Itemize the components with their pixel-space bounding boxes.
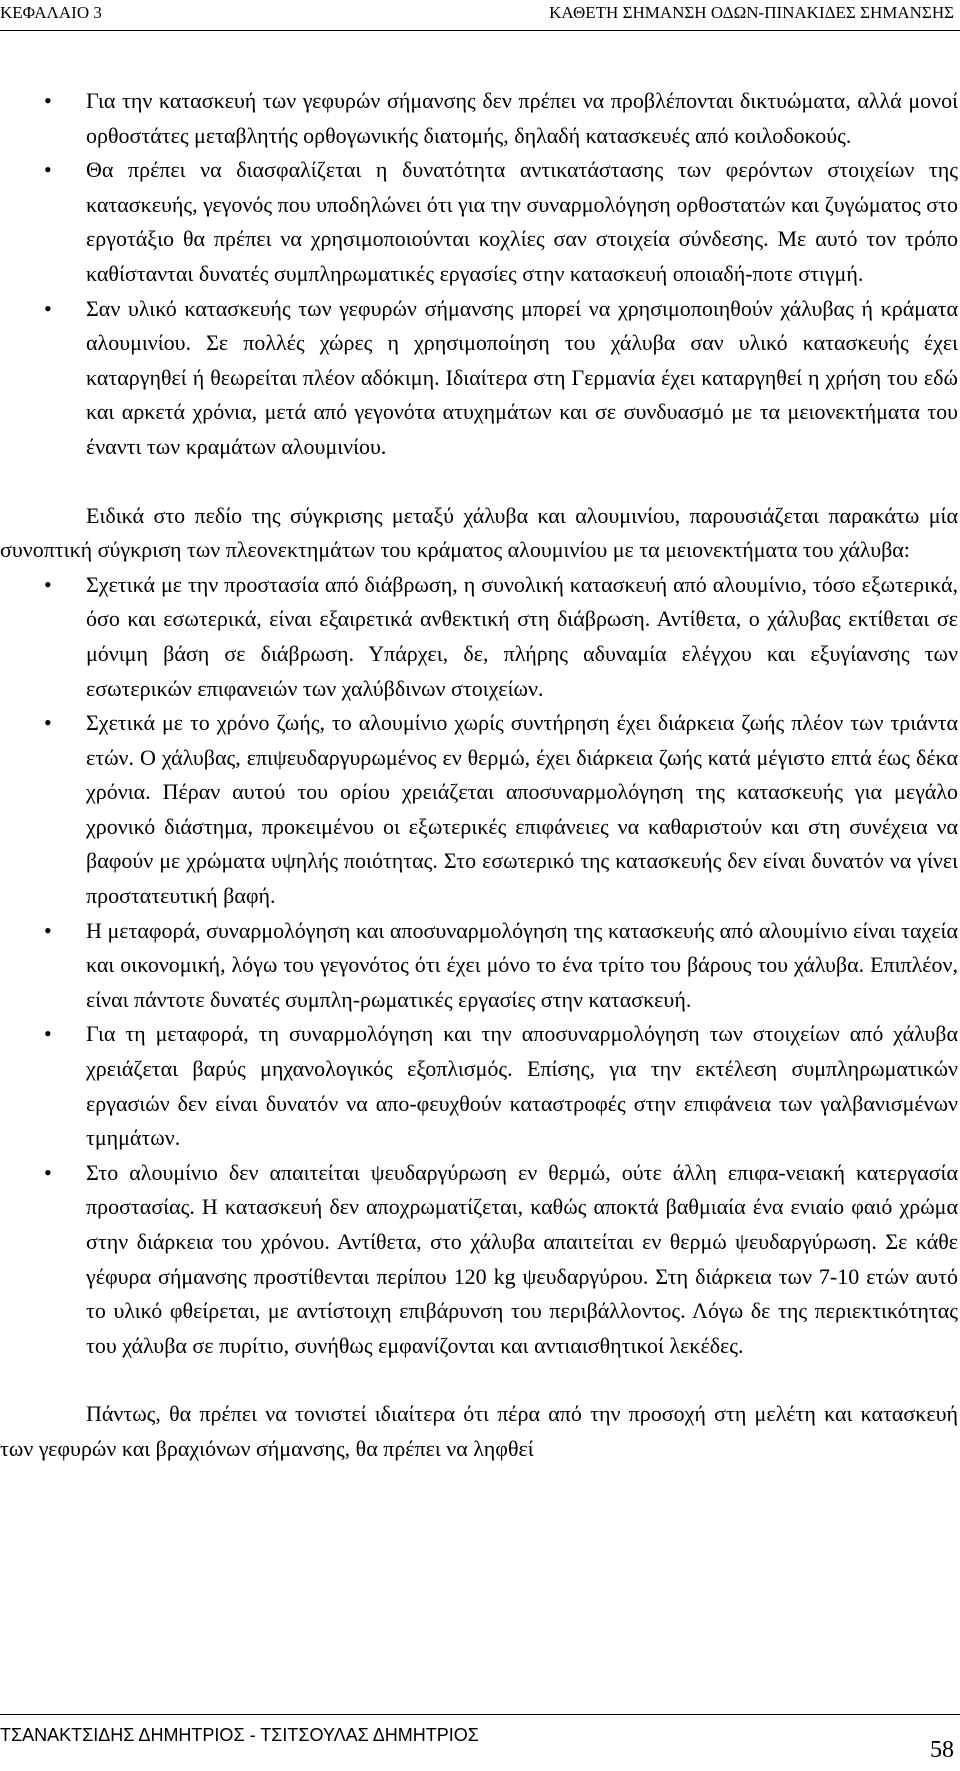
list-item: • Στο αλουμίνιο δεν απαιτείται ψευδαργύρωση εν θερμώ, ούτε άλλη επιφα-νειακή κατεργασία προστασίας. Η κατασκευή δεν αποχρωματίζεται, καθώς αποκτά βαθμιαία ένα ενιαίο φαιό χρώμα στην διάρκεια του χρόνου. Αντίθετα, στο χάλυβα απαιτείται εν θερμώ ψευδαργύρωση. Σε κάθε γέφυρα σήμανσης προστίθενται περίπου 120 kg ψευδαργύρου. Στη διάρκεια των 7-10 ετών αυτό το υλικό φθείρεται, με αντίστοιχη επιβάρυνση του περιβάλλοντος. Λόγω δε της περιεκτικότητας του χάλυβα σε πυρίτιο, συνήθως εμφανίζονται και αντιαισθητικοί λεκέδες. <box>0 1156 958 1364</box>
list-item: • Η μεταφορά, συναρμολόγηση και αποσυναρμολόγηση της κατασκευής από αλουμίνιο είναι ταχεία και οικονομική, λόγω του γεγονότος ότι έχει μόνο το ένα τρίτο του βάρους του χάλυβα. Επιπλέον, είναι πάντοτε δυνατές συμπλη-ρωματικές εργασίες στην κατασκευή. <box>0 914 958 1018</box>
list-item: • Σαν υλικό κατασκευής των γεφυρών σήμανσης μπορεί να χρησιμοποιηθούν χάλυβας ή κράματα αλουμινίου. Σε πολλές χώρες η χρησιμοποίηση του χάλυβα σαν υλικό κατασκευής έχει καταργηθεί ή θεωρείται πλέον αδόκιμη. Ιδιαίτερα στη Γερμανία έχει καταργηθεί η χρήση του εδώ και αρκετά χρόνια, μετά από γεγονότα ατυχημάτων και σε συνδυασμό με τα μειονεκτήματα του έναντι των κραμάτων αλουμινίου. <box>0 292 958 465</box>
bullet-icon: • <box>44 917 52 943</box>
list-item: • Σχετικά με το χρόνο ζωής, το αλουμίνιο χωρίς συντήρηση έχει διάρκεια ζωής πλέον των τριάντα ετών. Ο χάλυβας, επιψευδαργυρωμένος εν θερμώ, έχει διάρκεια ζωής κατά μέγιστο επτά έως δέκα χρόνια. Πέραν αυτού του ορίου χρειάζεται αποσυναρμολόγηση της κατασκευής για μεγάλο χρονικό διάστημα, προκειμένου οι εξωτερικές επιφάνειες να καθαριστούν και στη συνέχεια να βαφούν με χρώματα υψηλής ποιότητας. Στο εσωτερικό της κατασκευής δεν είναι δυνατόν να γίνει προστατευτική βαφή. <box>0 706 958 914</box>
bullet-icon: • <box>44 1021 52 1047</box>
comparison-intro-paragraph: Ειδικά στο πεδίο της σύγκρισης μεταξύ χάλυβα και αλουμινίου, παρουσιάζεται παρακάτω μία συνοπτική σύγκριση των πλεονεκτημάτων του κράματος αλουμινίου με τα μειονεκτήματα του χάλυβα: <box>0 502 958 563</box>
page-header <box>0 0 960 31</box>
comparison-list <box>0 568 958 1364</box>
bullet-icon: • <box>44 571 52 597</box>
bullet-icon: • <box>44 710 52 736</box>
page-number: 58 <box>930 1737 954 1763</box>
bullet-icon: • <box>44 295 52 321</box>
body-text <box>0 84 958 1467</box>
list-item: • Για την κατασκευή των γεφυρών σήμανσης δεν πρέπει να προβλέπονται δικτυώματα, αλλά μονοί ορθοστάτες μεταβλητής ορθογωνικής διατομής, δηλαδή κατασκευές από κοιλοδοκούς. <box>0 84 958 153</box>
closing-paragraph: Πάντως, θα πρέπει να τονιστεί ιδιαίτερα ότι πέρα από την προσοχή στη μελέτη και κατασκευή των γεφυρών και βραχιόνων σήμανσης, θα πρέπει να ληφθεί <box>0 1401 958 1461</box>
chapter-label: ΚΕΦΑΛΑΙΟ 3 <box>0 3 102 22</box>
bullet-icon: • <box>44 88 52 113</box>
authors-label: ΤΣΑΝΑΚΤΣΙΔΗΣ ΔΗΜΗΤΡΙΟΣ - ΤΣΙΤΣΟΥΛΑΣ ΔΗΜΗΤΡΙΟΣ <box>0 1725 479 1745</box>
list-item: • Σχετικά με την προστασία από διάβρωση, η συνολική κατασκευή από αλουμίνιο, τόσο εξωτερικά, όσο και εσωτερικά, είναι εξαιρετικά ανθεκτική στη διάβρωση. Αντίθετα, ο χάλυβας εκτίθεται σε μόνιμη βάση σε διάβρωση. Υπάρχει, δε, πλήρης αδυναμία ελέγχου και εξυγίανσης των εσωτερικών επιφανειών των χαλύβδινων στοιχείων. <box>0 568 958 706</box>
section-title: ΚΑΘΕΤΗ ΣΗΜΑΝΣΗ ΟΔΩΝ-ΠΙΝΑΚΙΔΕΣ ΣΗΜΑΝΣΗΣ <box>549 3 954 22</box>
page-footer <box>0 1714 960 1771</box>
list-item: • Θα πρέπει να διασφαλίζεται η δυνατότητα αντικατάστασης των φερόντων στοιχείων της κατασκευής, γεγονός που υποδηλώνει ότι για την συναρμολόγηση ορθοστατών και ζυγώματος στο εργοτάξιο θα πρέπει να χρησιμοποιούνται κοχλίες σαν στοιχεία σύνδεσης. Με αυτό τον τρόπο καθίστανται δυνατές συμπληρωματικές εργασίες στην κατασκευή οποιαδή-ποτε στιγμή. <box>0 153 958 291</box>
bullet-icon: • <box>44 157 52 183</box>
list-item: • Για τη μεταφορά, τη συναρμολόγηση και την αποσυναρμολόγηση των στοιχείων από χάλυβα χρειάζεται βαρύς μηχανολογικός εξοπλισμός. Επίσης, για την εκτέλεση συμπληρωματικών εργασιών δεν είναι δυνατόν να απο-φευχθούν καταστροφές στην επιφάνεια των γαλβανισμένων τμημάτων. <box>0 1017 958 1155</box>
requirements-list <box>0 84 958 465</box>
bullet-icon: • <box>44 1159 52 1185</box>
